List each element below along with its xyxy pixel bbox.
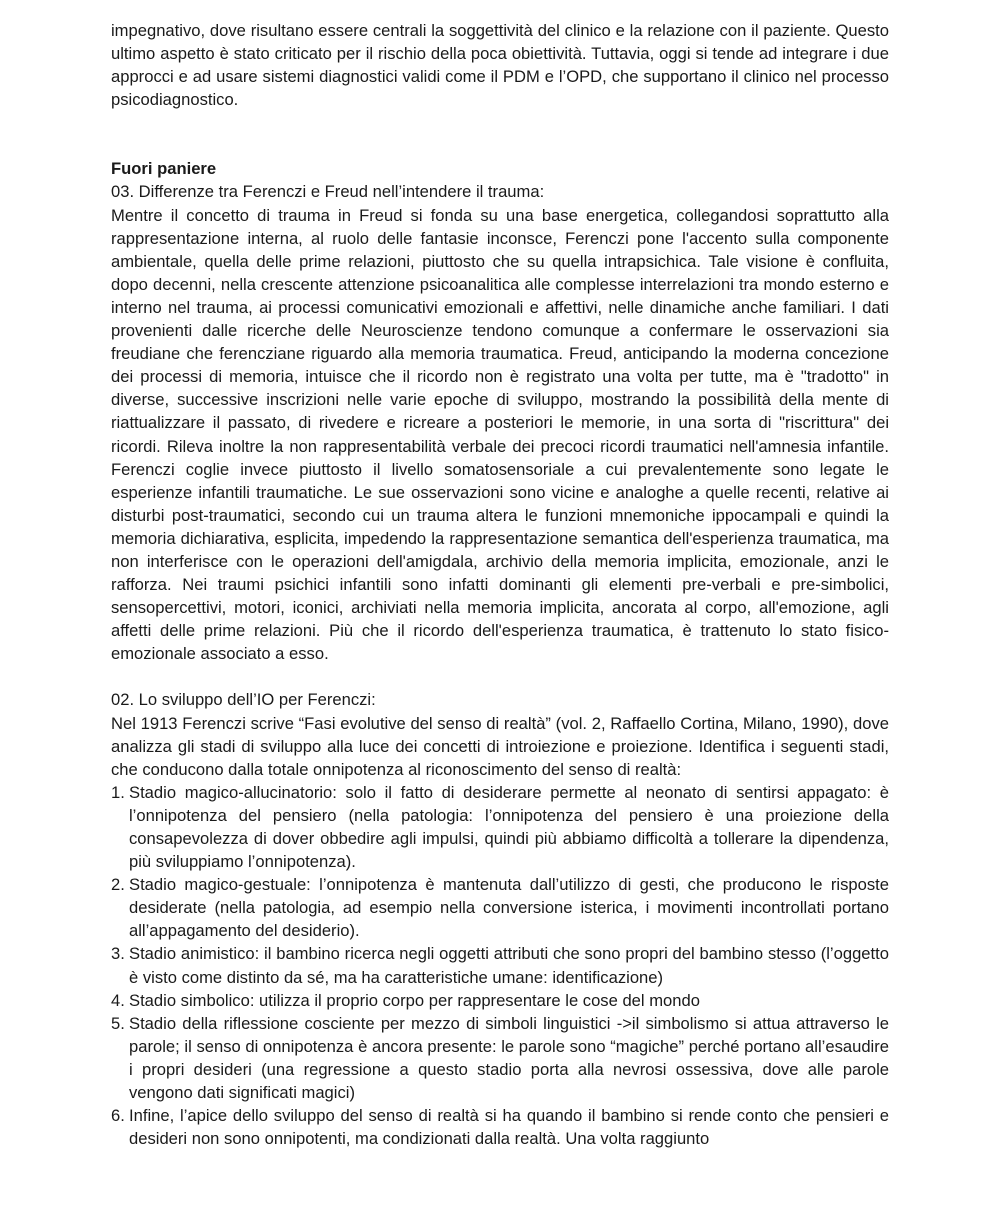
list-item xyxy=(111,873,889,942)
page-content xyxy=(111,19,889,1150)
list-item-number: 6. xyxy=(111,1106,125,1126)
section-heading: Fuori paniere xyxy=(111,159,217,179)
list-item-number: 1. xyxy=(111,782,125,802)
question-02-title: 02. Lo sviluppo dell’IO per Ferenczi: xyxy=(111,690,376,710)
spacer xyxy=(111,111,889,157)
list-item xyxy=(111,1012,889,1104)
list-item-number: 2. xyxy=(111,875,125,895)
list-item xyxy=(111,989,889,1012)
list-item-text: Stadio magico-allucinatorio: solo il fatto di desiderare permette al neonato di sentirsi appagato: è l’onnipotenza del pensiero (nella patologia: l’onnipotenza del pensiero è una proiezione della consapevolezza di dover obbedire agli impulsi, quindi più abbiamo difficoltà a tollerare la dipendenza, più sviluppiamo l’onnipotenza). xyxy=(129,782,889,872)
question-03-body: Mentre il concetto di trauma in Freud si fonda su una base energetica, collegandosi soprattutto alla rappresentazione interna, al ruolo delle fantasie inconsce, Ferenczi pone l'accento sulla componente ambientale, quella delle prime relazioni, piuttosto che su quella intrapsichica. Tale visione è confluita, dopo decenni, nella crescente attenzione psicoanalitica alle complesse interrelazioni tra mondo esterno e interno nel trauma, ai processi comunicativi emozionali e affettivi, nelle dinamiche anche familiari. I dati provenienti dalle ricerche delle Neuroscienze tendono comunque a confermare le osservazioni sia freudiane che ferencziane riguardo alla memoria traumatica. Freud, anticipando la moderna concezione dei processi di memoria, intuisce che il ricordo non è registrato una volta per tutte, ma è "tradotto" in diverse, successive inscrizioni nelle varie epoche di sviluppo, mostrando la possibilità della mente di riattualizzare il passato, di rivedere e ricreare a posteriori le memorie, in una sorta di "riscrittura" dei ricordi. Rileva inoltre la non rappresentabilità verbale dei precoci ricordi traumatici nell'amnesia infantile. Ferenczi coglie invece piuttosto il livello somatosensoriale a cui prevalentemente sono legate le esperienze infantili traumatiche. Le sue osservazioni sono vicine e analoghe a quelle recenti, relative ai disturbi post-traumatici, secondo cui un trauma altera le funzioni mnemoniche ippocampali e quindi la memoria dichiarativa, esplicita, impedendo la rappresentazione semantica dell'esperienza traumatica, ma non interferisce con le operazioni dell'amigdala, archivio della memoria implicita, emozionale, anzi le rafforza. Nei traumi psichici infantili sono infatti dominanti gli elementi pre-verbali e pre-simbolici, sensopercettivi, motori, iconici, archiviati nella memoria implicita, ancorata al corpo, all'emozione, agli affetti delle prime relazioni. Più che il ricordo dell'esperienza traumatica, è trattenuto lo stato fisico-emozionale associato a esso. xyxy=(111,205,889,664)
question-03-title: 03. Differenze tra Ferenczi e Freud nell’intendere il trauma: xyxy=(111,182,545,202)
list-item-text: Stadio della riflessione cosciente per mezzo di simboli linguistici ->il simbolismo si attua attraverso le parole; il senso di onnipotenza è ancora presente: le parole sono “magiche” perché portano all’esaudire i propri desideri (una regressione a questo stadio porta alla nevrosi ossessiva, dove alle parole vengono dati significati magici) xyxy=(129,1013,889,1103)
list-item-number: 4. xyxy=(111,990,125,1010)
spacer xyxy=(111,665,889,688)
list-item xyxy=(111,781,889,873)
intro-paragraph: impegnativo, dove risultano essere centrali la soggettività del clinico e la relazione con il paziente. Questo ultimo aspetto è stato criticato per il rischio della poca obiettività. Tuttavia, oggi si tende ad integrare i due approcci e ad usare sistemi diagnostici validi come il PDM e l’OPD, che supportano il clinico nel processo psicodiagnostico. xyxy=(111,21,889,110)
stages-list xyxy=(111,781,889,1151)
list-item-text: Infine, l’apice dello sviluppo del senso di realtà si ha quando il bambino si rende conto che pensieri e desideri non sono onnipotenti, ma condizionati dalla realtà. Una volta raggiunto xyxy=(129,1106,889,1149)
list-item-text: Stadio simbolico: utilizza il proprio corpo per rappresentare le cose del mondo xyxy=(129,990,700,1010)
question-02-body: Nel 1913 Ferenczi scrive “Fasi evolutive del senso di realtà” (vol. 2, Raffaello Cortina, Milano, 1990), dove analizza gli stadi di sviluppo alla luce dei concetti di introiezione e proiezione. Identifica i seguenti stadi, che conducono dalla totale onnipotenza al riconoscimento del senso di realtà: xyxy=(111,713,889,779)
list-item xyxy=(111,1104,889,1150)
list-item-number: 5. xyxy=(111,1013,125,1033)
list-item xyxy=(111,942,889,988)
list-item-text: Stadio magico-gestuale: l’onnipotenza è mantenuta dall’utilizzo di gesti, che producono le risposte desiderate (nella patologia, ad esempio nella conversione isterica, i movimenti incontrollati portano all’appagamento del desiderio). xyxy=(129,875,889,941)
list-item-text: Stadio animistico: il bambino ricerca negli oggetti attributi che sono propri del bambino stesso (l’oggetto è visto come distinto da sé, ma ha caratteristiche umane: identificazione) xyxy=(129,944,889,987)
list-item-number: 3. xyxy=(111,944,125,964)
